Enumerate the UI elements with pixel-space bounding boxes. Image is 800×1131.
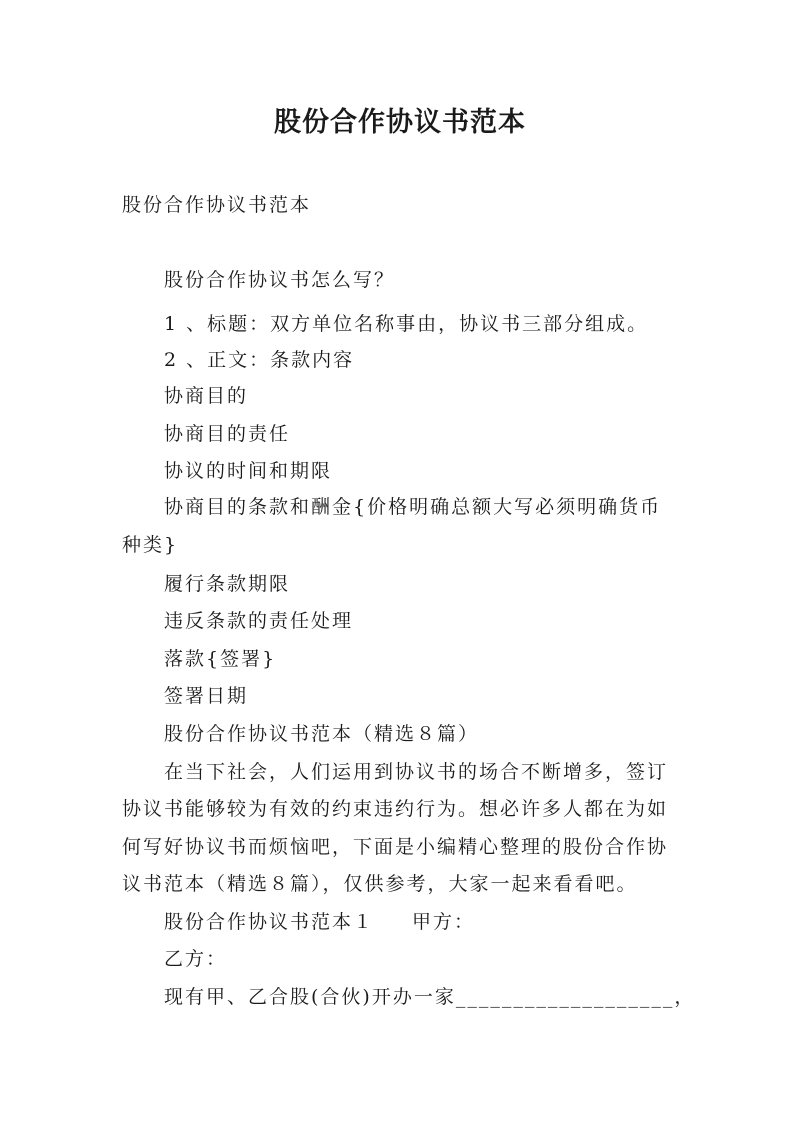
paragraph-line: 2 、正文：条款内容 bbox=[164, 349, 355, 371]
party-b-label: 乙方： bbox=[164, 948, 228, 970]
paragraph-line: 在当下社会，人们运用到协议书的场合不断增多，签订 bbox=[164, 761, 669, 783]
paragraph-line: 履行条款期限 bbox=[164, 573, 291, 595]
paragraph-line: 1 、标题：双方单位名称事由，协议书三部分组成。 bbox=[164, 313, 649, 335]
sample1-heading: 股份合作协议书范本１ bbox=[164, 911, 375, 933]
document-subtitle: 股份合作协议书范本 bbox=[122, 194, 312, 216]
paragraph-line: 协商目的责任 bbox=[164, 423, 291, 445]
document-title: 股份合作协议书范本 bbox=[274, 107, 526, 138]
paragraph-line: 股份合作协议书怎么写？ bbox=[164, 269, 396, 291]
paragraph-line: 协商目的条款和酬金{价格明确总额大写必须明确货币 bbox=[164, 496, 662, 518]
paragraph-line: 股份合作协议书范本（精选８篇） bbox=[164, 723, 480, 745]
paragraph-line: 落款{签署} bbox=[164, 648, 277, 670]
paragraph-line: 何写好协议书而烦恼吧，下面是小编精心整理的股份合作协 bbox=[122, 836, 669, 858]
paragraph-line: 议书范本（精选８篇），仅供参考，大家一起来看看吧。 bbox=[122, 873, 638, 895]
paragraph-line: 签署日期 bbox=[164, 685, 249, 707]
paragraph-line: 协议的时间和期限 bbox=[164, 460, 333, 482]
party-a-label: 甲方： bbox=[412, 911, 476, 933]
sample1-heading-line bbox=[164, 907, 475, 934]
paragraph-line: 现有甲、乙合股(合伙)开办一家___________________， bbox=[164, 986, 696, 1008]
paragraph-line: 协商目的 bbox=[164, 385, 249, 407]
paragraph-line: 违反条款的责任处理 bbox=[164, 610, 354, 632]
paragraph-line: 协议书能够较为有效的约束违约行为。想必许多人都在为如 bbox=[122, 798, 669, 820]
paragraph-line: 种类} bbox=[122, 534, 179, 556]
